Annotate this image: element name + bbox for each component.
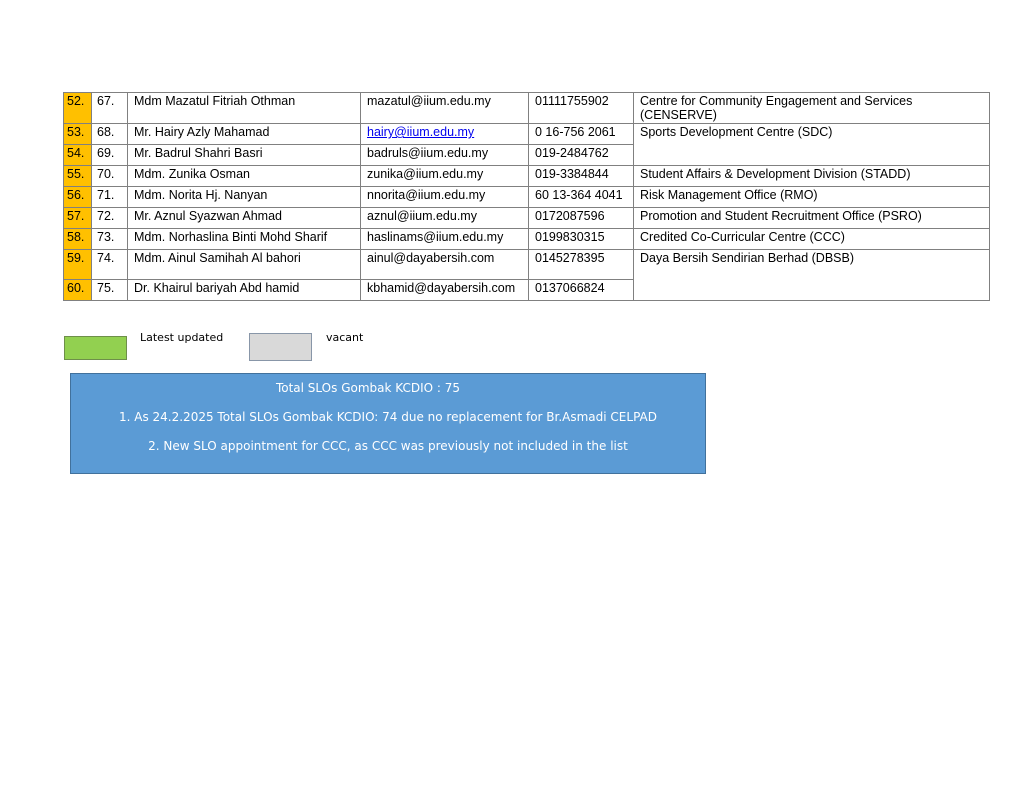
- officer-phone: 0137066824: [529, 280, 634, 301]
- officer-email: badruls@iium.edu.my: [361, 145, 529, 166]
- table-row: [64, 187, 990, 208]
- officer-name: Mdm. Zunika Osman: [128, 166, 361, 187]
- summary-title: Total SLOs Gombak KCDIO : 75: [275, 381, 461, 395]
- table-row: [64, 250, 990, 280]
- row-number: 70.: [92, 166, 128, 187]
- department: Student Affairs & Development Division (STADD): [634, 166, 990, 187]
- officer-phone: 01111755902: [529, 93, 634, 124]
- row-index: 59.: [64, 250, 92, 280]
- officer-phone: 0172087596: [529, 208, 634, 229]
- row-index: 55.: [64, 166, 92, 187]
- row-number: 73.: [92, 229, 128, 250]
- row-number: 68.: [92, 124, 128, 145]
- row-index: 52.: [64, 93, 92, 124]
- department: Sports Development Centre (SDC): [634, 124, 990, 166]
- officer-email: zunika@iium.edu.my: [361, 166, 529, 187]
- department: Daya Bersih Sendirian Berhad (DBSB): [634, 250, 990, 301]
- table-row: [64, 93, 990, 124]
- table-row: [64, 229, 990, 250]
- row-number: 71.: [92, 187, 128, 208]
- department: Credited Co-Curricular Centre (CCC): [634, 229, 990, 250]
- officer-email: aznul@iium.edu.my: [361, 208, 529, 229]
- legend-vacant-swatch: [249, 333, 312, 361]
- row-index: 56.: [64, 187, 92, 208]
- legend-latest-swatch: [64, 336, 127, 360]
- department: Risk Management Office (RMO): [634, 187, 990, 208]
- officer-phone: 019-2484762: [529, 145, 634, 166]
- row-index: 57.: [64, 208, 92, 229]
- officer-phone: 60 13-364 4041: [529, 187, 634, 208]
- summary-note-1: 1. As 24.2.2025 Total SLOs Gombak KCDIO: 74 due no replacement for Br.Asmadi CELPAD: [118, 410, 657, 424]
- officer-email: [361, 124, 529, 145]
- officer-phone: 0145278395: [529, 250, 634, 280]
- officer-name: Mr. Badrul Shahri Basri: [128, 145, 361, 166]
- summary-note-2: 2. New SLO appointment for CCC, as CCC was previously not included in the list: [148, 439, 628, 453]
- row-number: 74.: [92, 250, 128, 280]
- officer-name: Mdm. Ainul Samihah Al bahori: [128, 250, 361, 280]
- table-row: [64, 208, 990, 229]
- slo-table: [63, 92, 990, 301]
- email-link[interactable]: hairy@iium.edu.my: [367, 125, 475, 139]
- officer-email: nnorita@iium.edu.my: [361, 187, 529, 208]
- row-number: 72.: [92, 208, 128, 229]
- officer-email: kbhamid@dayabersih.com: [361, 280, 529, 301]
- row-number: 75.: [92, 280, 128, 301]
- row-number: 69.: [92, 145, 128, 166]
- officer-email: ainul@dayabersih.com: [361, 250, 529, 280]
- officer-phone: 0 16-756 2061: [529, 124, 634, 145]
- officer-email: mazatul@iium.edu.my: [361, 93, 529, 124]
- table-row: [64, 124, 990, 145]
- officer-name: Mr. Aznul Syazwan Ahmad: [128, 208, 361, 229]
- officer-phone: 0199830315: [529, 229, 634, 250]
- officer-name: Mdm Mazatul Fitriah Othman: [128, 93, 361, 124]
- table-row: [64, 166, 990, 187]
- row-index: 53.: [64, 124, 92, 145]
- officer-name: Dr. Khairul bariyah Abd hamid: [128, 280, 361, 301]
- department: Centre for Community Engagement and Services (CENSERVE): [634, 93, 990, 124]
- officer-name: Mr. Hairy Azly Mahamad: [128, 124, 361, 145]
- row-index: 60.: [64, 280, 92, 301]
- officer-name: Mdm. Norhaslina Binti Mohd Sharif: [128, 229, 361, 250]
- row-index: 54.: [64, 145, 92, 166]
- row-number: 67.: [92, 93, 128, 124]
- row-index: 58.: [64, 229, 92, 250]
- department: Promotion and Student Recruitment Office (PSRO): [634, 208, 990, 229]
- officer-email: haslinams@iium.edu.my: [361, 229, 529, 250]
- legend-vacant-label: vacant: [326, 331, 364, 344]
- officer-name: Mdm. Norita Hj. Nanyan: [128, 187, 361, 208]
- summary-note-box: [70, 373, 706, 474]
- officer-phone: 019-3384844: [529, 166, 634, 187]
- legend-latest-label: Latest updated: [140, 331, 224, 344]
